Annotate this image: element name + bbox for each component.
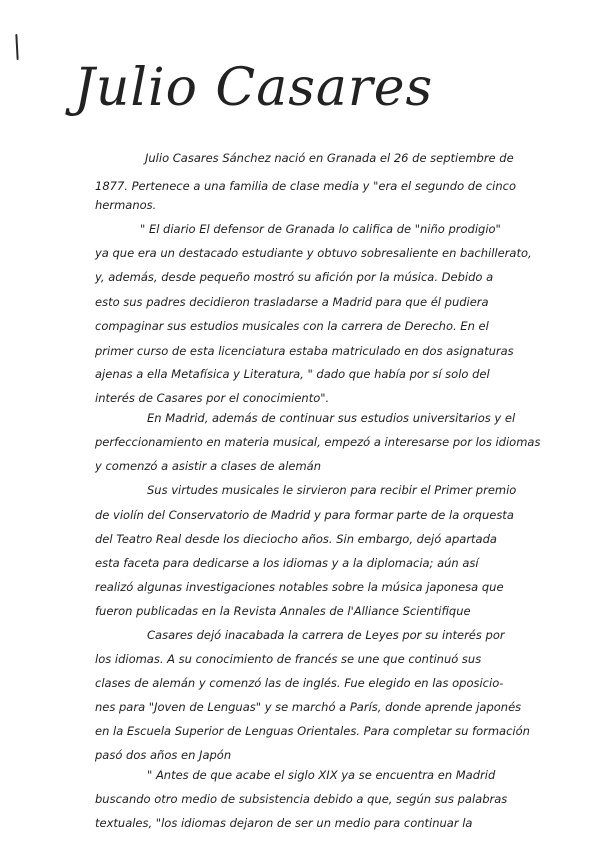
text-line: interés de Casares por el conocimiento". <box>95 391 330 405</box>
text-line: Sus virtudes musicales le sirvieron para recibir el Primer premio <box>147 483 517 497</box>
text-line: textuales, "los idiomas dejaron de ser un medio para continuar la <box>95 816 473 830</box>
text-line: Casares dejó inacabada la carrera de Leyes por su interés por <box>147 628 505 642</box>
text-line: esto sus padres decidieron trasladarse a Madrid para que él pudiera <box>95 295 489 309</box>
text-line: en la Escuela Superior de Lenguas Orientales. Para completar su formación <box>95 724 530 738</box>
text-line: ajenas a ella Metafísica y Literatura, " dado que había por sí solo del <box>95 367 490 381</box>
page-title: Julio Casares <box>74 58 434 118</box>
text-line: esta faceta para dedicarse a los idiomas y a la diplomacia; aún así <box>95 556 479 570</box>
text-line: 1877. Pertenece a una familia de clase media y "era el segundo de cinco <box>95 179 516 193</box>
text-line: pasó dos años en Japón <box>95 748 232 762</box>
text-line: En Madrid, además de continuar sus estudios universitarios y el <box>147 411 516 425</box>
text-line: clases de alemán y comenzó las de inglés. Fue elegido en las oposicio- <box>95 676 504 690</box>
text-line: ya que era un destacado estudiante y obtuvo sobresaliente en bachillerato, <box>95 246 532 260</box>
text-line: hermanos. <box>95 198 157 212</box>
text-line: primer curso de esta licenciatura estaba matriculado en dos asignaturas <box>95 344 514 358</box>
text-line: buscando otro medio de subsistencia debido a que, según sus palabras <box>95 792 508 806</box>
text-line: Julio Casares Sánchez nació en Granada el 26 de septiembre de <box>145 151 514 165</box>
text-line: nes para "Joven de Lenguas" y se marchó a París, donde aprende japonés <box>95 700 522 714</box>
text-line: de violín del Conservatorio de Madrid y para formar parte de la orquesta <box>95 508 514 522</box>
text-line: fueron publicadas en la Revista Annales de l'Alliance Scientifique <box>95 604 471 618</box>
text-line: perfeccionamiento en materia musical, empezó a interesarse por los idiomas <box>95 435 541 449</box>
text-line: realizó algunas investigaciones notables sobre la música japonesa que <box>95 580 504 594</box>
text-line: del Teatro Real desde los dieciocho años. Sin embargo, dejó apartada <box>95 532 497 546</box>
margin-mark <box>15 34 18 60</box>
text-line: " Antes de que acabe el siglo XIX ya se encuentra en Madrid <box>147 768 496 782</box>
text-line: compaginar sus estudios musicales con la carrera de Derecho. En el <box>95 319 489 333</box>
text-line: los idiomas. A su conocimiento de francés se une que continuó sus <box>95 652 482 666</box>
text-line: y, además, desde pequeño mostró su afición por la música. Debido a <box>95 270 494 284</box>
text-line: y comenzó a asistir a clases de alemán <box>95 459 321 473</box>
text-line: " El diario El defensor de Granada lo califica de "niño prodigio" <box>140 222 501 236</box>
